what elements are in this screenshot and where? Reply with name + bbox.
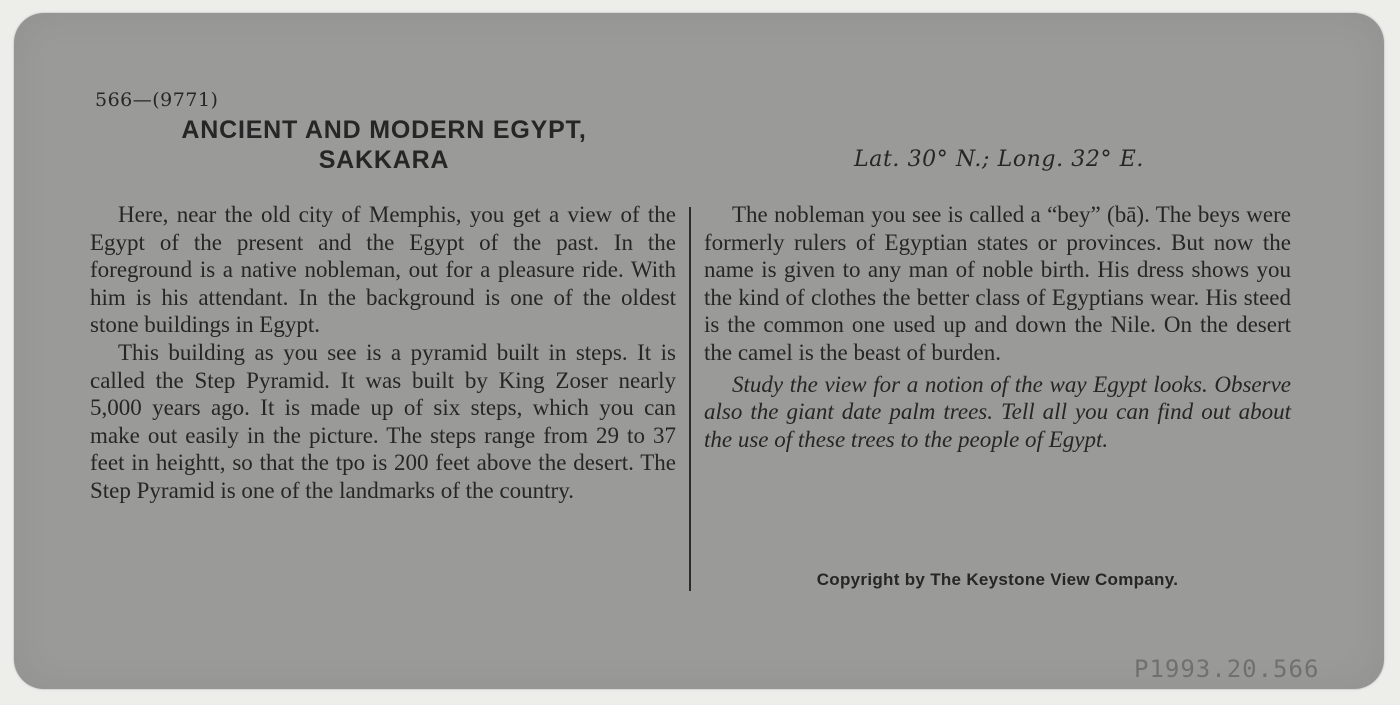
accession-number: P1993.20.566 (1134, 655, 1320, 683)
left-column (90, 201, 676, 505)
right-paragraph-2-study: Study the view for a notion of the way Egypt looks. Observe also the giant date palm trees. Tell all you can find out about the use of these trees to the people of Egypt. (704, 371, 1291, 452)
lat-long: Lat. 30° N.; Long. 32° E. (854, 147, 1144, 172)
title-line-2: SAKKARA (318, 146, 450, 174)
catalog-number: 566—(9771) (95, 89, 219, 111)
right-column (704, 201, 1291, 453)
column-divider (689, 207, 691, 591)
copyright-line: Copyright by The Keystone View Company. (816, 570, 1179, 589)
left-paragraph-1: Here, near the old city of Memphis, you get a view of the Egypt of the present and the Egypt of the past. In the foreground is a native nobleman, out for a pleasure ride. With him is his attendant. In the background is one of the oldest stone buildings in Egypt. (90, 202, 676, 338)
stereograph-card-back (14, 13, 1384, 689)
right-paragraph-1: The nobleman you see is called a “bey” (bā). The beys were formerly rulers of Egyptian states or provinces. But now the name is given to any man of noble birth. His dress shows you the kind of clothes the better class of Egyptians wear. His steed is the common one used up and down the Nile. On the desert the camel is the beast of burden. (704, 202, 1291, 365)
title-line-1: ANCIENT AND MODERN EGYPT, (181, 116, 587, 144)
left-paragraph-2: This building as you see is a pyramid built in steps. It is called the Step Pyramid. It was built by King Zoser nearly 5,000 years ago. It is made up of six steps, which you can make out easily in the picture. The steps range from 29 to 37 feet in heightt, so that the tpo is 200 feet above the desert. The Step Pyramid is one of the landmarks of the country. (90, 339, 676, 503)
